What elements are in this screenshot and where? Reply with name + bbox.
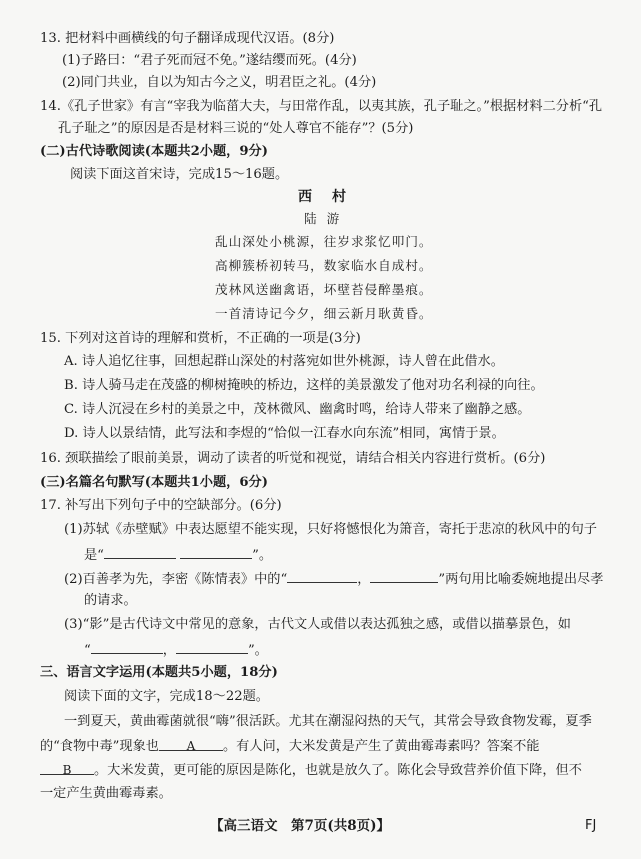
paper-code: FJ	[585, 818, 597, 833]
answer-blank[interactable]	[91, 640, 163, 654]
poem-line: 高柳簇桥初转马，数家临水自成村。	[215, 258, 433, 273]
poem-line: 一首清诗记今夕，细云新月耿黄昏。	[215, 306, 433, 321]
q17-part-3-answer: “ ， ”。	[84, 640, 268, 660]
passage-line: 的“食物中毒”现象也 A 。有人问，大米发黄是产生了黄曲霉毒素吗？答案不能	[40, 739, 540, 754]
poem-line: 茂林风送幽禽语，坏壁苔侵醉墨痕。	[215, 282, 433, 297]
blank-a[interactable]: A	[159, 737, 223, 751]
poem-title: 西村	[298, 189, 366, 205]
answer-blank[interactable]	[104, 545, 176, 559]
part-language-intro: 阅读下面的文字，完成18～22题。	[64, 689, 269, 704]
q14-line-1: 14.《孔子世家》有言“宰我为临菑大夫，与田常作乱，以夷其族，孔子耻之。”根据材料二分析“孔	[40, 99, 603, 114]
passage-line: B 。大米发黄，更可能的原因是陈化，也就是放久了。陈化会导致营养价值下降，但不	[40, 761, 582, 780]
q17-stem: 17. 补写出下列句子中的空缺部分。(6分)	[40, 498, 282, 513]
section-recitation-header: (三)名篇名句默写(本题共1小题，6分)	[40, 475, 268, 490]
q13-sentence-1: (1)子路曰：“君子死而冠不免。”遂结缨而死。(4分)	[62, 53, 357, 68]
q13-stem: 13. 把材料中画横线的句子翻译成现代汉语。(8分)	[40, 31, 335, 46]
section-poetry-intro: 阅读下面这首宋诗，完成15～16题。	[70, 167, 289, 182]
q13-sentence-2: (2)同门共业，自以为知古今之义，明君臣之礼。(4分)	[62, 75, 377, 90]
q15-option-c: C. 诗人沉浸在乡村的美景之中，茂林微风、幽禽时鸣，给诗人带来了幽静之感。	[64, 402, 531, 417]
passage-line: 一定产生黄曲霉毒素。	[40, 786, 172, 801]
page-footer: 【高三语文 第7页(共8页)】	[210, 818, 391, 834]
poem-author: 陆游	[304, 211, 350, 226]
q17-part-1: (1)苏轼《赤壁赋》中表达愿望不能实现，只好将憾恨化为箫音，寄托于悲凉的秋风中的句子	[64, 522, 597, 537]
answer-blank[interactable]	[287, 569, 357, 583]
q16-stem: 16. 颈联描绘了眼前美景，调动了读者的听觉和视觉，请结合相关内容进行赏析。(6分)	[40, 451, 546, 466]
answer-blank[interactable]	[180, 545, 252, 559]
q17-part-2-cont: 的请求。	[84, 593, 137, 608]
q14-line-2: 孔子耻之”的原因是否是材料三说的“处人尊官不能存”？(5分)	[58, 121, 414, 136]
part-language-header: 三、语言文字运用(本题共5小题，18分)	[40, 665, 278, 680]
q15-option-b: B. 诗人骑马走在茂盛的柳树掩映的桥边，这样的美景激发了他对功名利禄的向往。	[64, 378, 544, 393]
passage-line: 一到夏天，黄曲霉菌就很“嗨”很活跃。尤其在潮湿闷热的天气，其常会导致食物发霉，夏季	[64, 714, 592, 729]
section-poetry-header: (二)古代诗歌阅读(本题共2小题，9分)	[40, 144, 268, 159]
q15-option-a: A. 诗人追忆往事，回想起群山深处的村落宛如世外桃源，诗人曾在此借水。	[64, 354, 504, 369]
blank-b[interactable]: B	[40, 761, 94, 775]
q17-part-1-answer: 是“ ”。	[84, 545, 272, 565]
q15-stem: 15. 下列对这首诗的理解和赏析，不正确的一项是(3分)	[40, 331, 361, 346]
q15-option-d: D. 诗人以景结情，此写法和李煜的“恰似一江春水向东流”相同，寓情于景。	[64, 426, 505, 441]
answer-blank[interactable]	[370, 569, 438, 583]
poem-line: 乱山深处小桃源，往岁求浆忆叩门。	[215, 234, 433, 249]
answer-blank[interactable]	[176, 640, 248, 654]
q17-part-2: (2)百善孝为先，李密《陈情表》中的“ ， ”两句用比喻委婉地提出尽孝	[64, 569, 603, 589]
q17-part-3: (3)“影”是古代诗文中常见的意象，古代文人或借以表达孤独之感，或借以描摹景色，如	[64, 617, 571, 632]
